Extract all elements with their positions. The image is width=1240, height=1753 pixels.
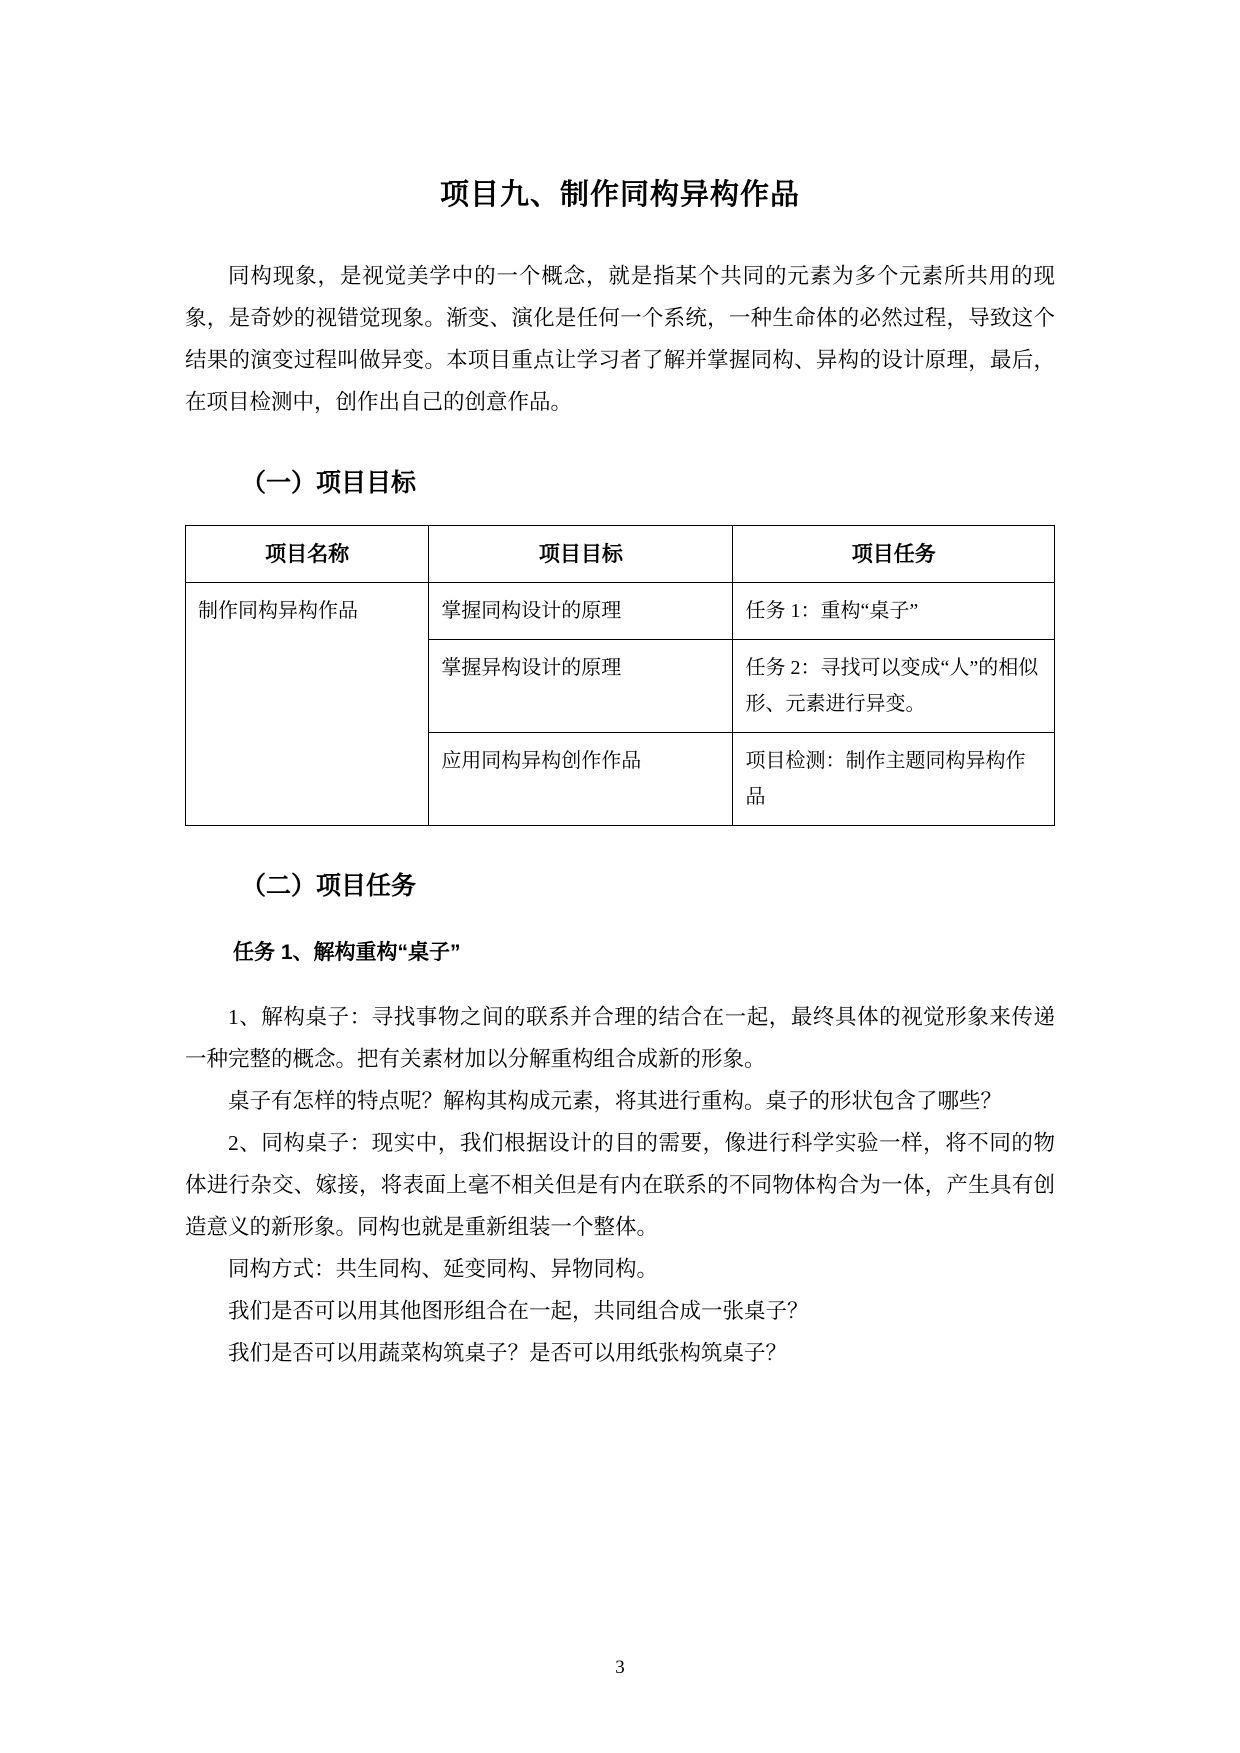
section-heading-project-goals: （一）项目目标 [241,469,417,497]
table-row [186,583,1055,640]
table-cell-project-name: 制作同构异构作品 [186,583,429,826]
body-paragraph: 同构方式：共生同构、延变同构、异物同构。 [228,1257,659,1281]
body-paragraph: 我们是否可以用蔬菜构筑桌子？是否可以用纸张构筑桌子？ [228,1341,788,1365]
section-heading-project-tasks: （二）项目任务 [241,872,417,900]
task-one-heading: 任务 1、解构重构“桌子” [233,941,461,964]
body-paragraph: 我们是否可以用其他图形组合在一起，共同组合成一张桌子？ [228,1299,809,1323]
body-paragraph: 桌子有怎样的特点呢？解构其构成元素，将其进行重构。桌子的形状包含了哪些？ [228,1089,1003,1113]
page-number: 3 [615,1657,625,1678]
table-cell-task: 项目检测：制作主题同构异构作品 [733,733,1055,826]
intro-paragraph: 同构现象，是视觉美学中的一个概念，就是指某个共同的元素为多个元素所共用的现象，是奇妙的视错觉现象。渐变、演化是任何一个系统，一种生命体的必然过程，导致这个结果的演变过程叫做异变。本项目重点让学习者了解并掌握同构、异构的设计原理，最后，在项目检测中，创作出自己的创意作品。 [185,264,1055,414]
table-cell-task: 任务 1：重构“桌子” [733,583,1055,640]
body-paragraph: 1、解构桌子：寻找事物之间的联系并合理的结合在一起，最终具体的视觉形象来传递一种完整的概念。把有关素材加以分解重构组合成新的形象。 [185,1005,1055,1071]
table-cell-goal: 掌握异构设计的原理 [429,640,733,733]
table-header-cell-task: 项目任务 [733,526,1055,583]
table-cell-goal: 应用同构异构创作作品 [429,733,733,826]
task-one-body [185,996,1055,1374]
table-cell-task: 任务 2：寻找可以变成“人”的相似形、元素进行异变。 [733,640,1055,733]
body-paragraph: 2、同构桌子：现实中，我们根据设计的目的需要，像进行科学实验一样，将不同的物体进行杂交、嫁接，将表面上毫不相关但是有内在联系的不同物体构合为一体，产生具有创造意义的新形象。同构也就是重新组装一个整体。 [185,1131,1055,1239]
table-header-row [186,526,1055,583]
project-goals-table [185,525,1055,826]
page-title: 项目九、制作同构异构作品 [439,179,800,211]
table-cell-goal: 掌握同构设计的原理 [429,583,733,640]
table-header-cell-goal: 项目目标 [429,526,733,583]
table-header-cell-name: 项目名称 [186,526,429,583]
